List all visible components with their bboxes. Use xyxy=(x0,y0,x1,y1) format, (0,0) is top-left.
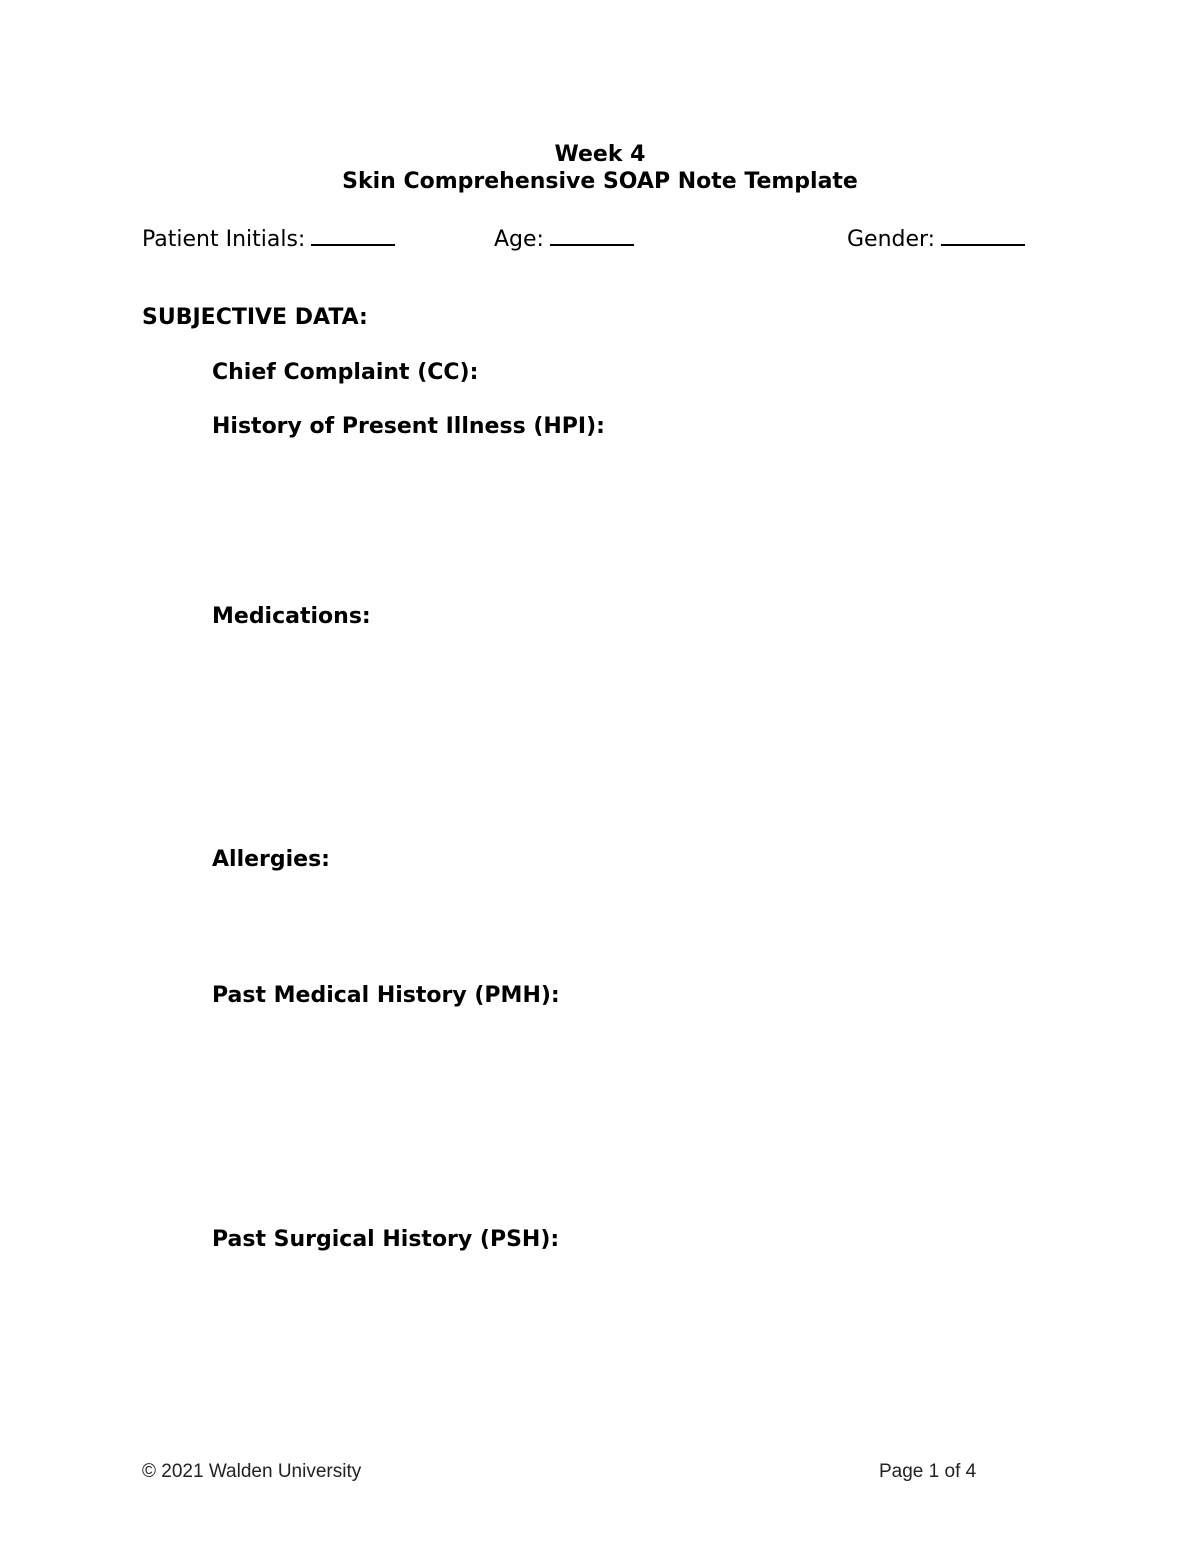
medications-label: Medications: xyxy=(212,604,371,629)
allergies-label: Allergies: xyxy=(212,847,330,872)
page-title-week: Week 4 xyxy=(554,142,646,167)
footer-copyright: © 2021 Walden University xyxy=(142,1461,362,1482)
psh-label: Past Surgical History (PSH): xyxy=(212,1227,560,1252)
patient-gender-label: Gender: xyxy=(847,227,936,252)
patient-age-label: Age: xyxy=(494,227,544,252)
subjective-data-heading: SUBJECTIVE DATA: xyxy=(142,305,368,330)
patient-initials-blank xyxy=(311,222,395,246)
patient-age-field xyxy=(494,222,634,254)
patient-age-blank xyxy=(550,222,634,246)
chief-complaint-label: Chief Complaint (CC): xyxy=(212,360,479,385)
patient-gender-field xyxy=(847,222,1025,254)
patient-gender-blank xyxy=(941,222,1025,246)
footer-page-number: Page 1 of 4 xyxy=(879,1461,977,1482)
page-title-template: Skin Comprehensive SOAP Note Template xyxy=(342,169,858,194)
hpi-label: History of Present Illness (HPI): xyxy=(212,414,605,439)
pmh-label: Past Medical History (PMH): xyxy=(212,983,560,1008)
patient-initials-label: Patient Initials: xyxy=(142,227,306,252)
patient-initials-field xyxy=(142,222,395,254)
